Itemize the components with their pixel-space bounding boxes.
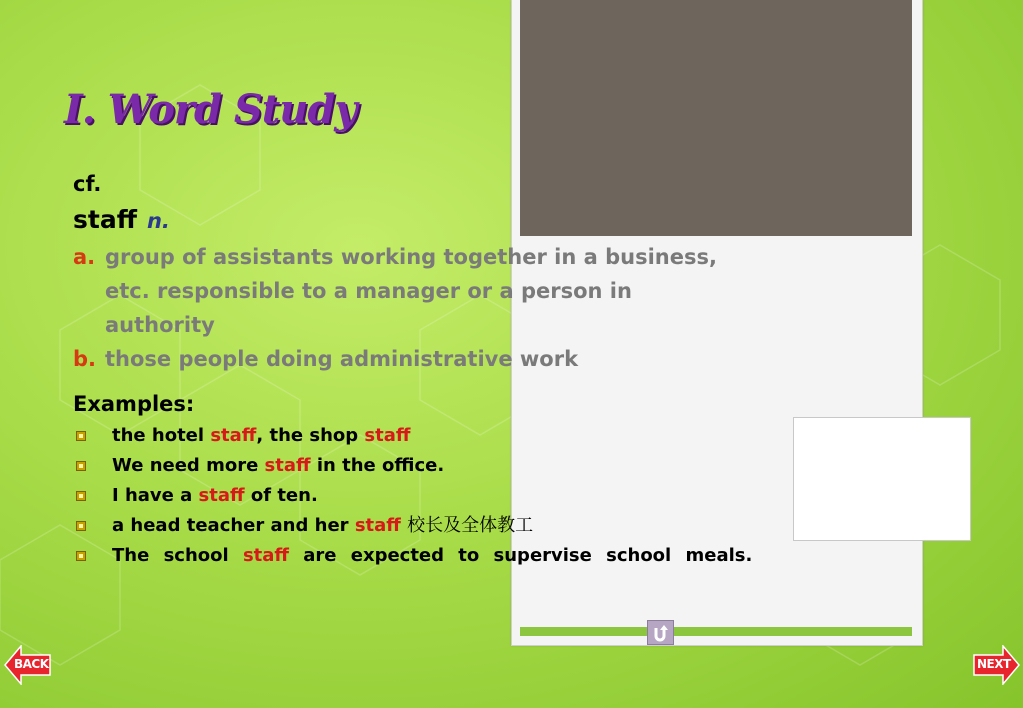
bullet-icon <box>76 461 86 471</box>
highlight-word: staff <box>242 545 289 566</box>
next-button[interactable] <box>972 645 1020 685</box>
bullet-icon <box>76 551 86 561</box>
bullet-icon <box>76 491 86 501</box>
definition-letter: b. <box>73 347 97 371</box>
example-text: the hotel <box>112 425 211 446</box>
examples-list <box>73 423 753 573</box>
highlight-word: staff <box>198 485 245 506</box>
list-item <box>73 453 753 478</box>
bullet-icon <box>76 521 86 531</box>
return-arrow-icon <box>652 624 670 642</box>
back-label: BACK <box>14 657 49 671</box>
photo-placeholder <box>520 0 912 236</box>
progress-bar <box>520 627 912 636</box>
example-text: in the office. <box>310 455 445 476</box>
example-text: We need more <box>112 455 265 476</box>
list-item <box>73 513 753 538</box>
example-text: of ten. <box>244 485 318 506</box>
cf-label: cf. <box>73 172 102 196</box>
slide-title: I. Word Study <box>64 86 357 133</box>
definition-letter: a. <box>73 245 96 269</box>
example-text: a head teacher and her <box>112 515 355 536</box>
definition-b <box>73 342 725 376</box>
example-text: I have a <box>112 485 199 506</box>
list-item <box>73 483 753 508</box>
example-text: , the shop <box>256 425 365 446</box>
highlight-word: staff <box>354 515 401 536</box>
highlight-word: staff <box>364 425 411 446</box>
highlight-word: staff <box>264 455 311 476</box>
highlight-word: staff <box>210 425 257 446</box>
definition-text: group of assistants working together in a business, etc. responsible to a manager or a person in authority <box>105 245 717 337</box>
definition-text: those people doing administrative work <box>105 347 579 371</box>
chinese-translation: 校长及全体教工 <box>407 515 534 536</box>
bullet-icon <box>76 431 86 441</box>
back-button[interactable] <box>4 645 52 685</box>
list-item <box>73 543 753 568</box>
image-placeholder <box>793 417 971 541</box>
headword-text: staff <box>73 205 137 234</box>
list-item <box>73 423 753 448</box>
part-of-speech: n. <box>146 209 170 233</box>
return-button[interactable] <box>647 620 674 645</box>
definition-a <box>73 240 725 342</box>
example-text: are expected to supervise school meals. <box>288 545 753 566</box>
examples-heading: Examples: <box>73 392 195 416</box>
headword <box>73 205 170 234</box>
example-text: The school <box>112 545 243 566</box>
next-label: NEXT <box>977 657 1011 671</box>
